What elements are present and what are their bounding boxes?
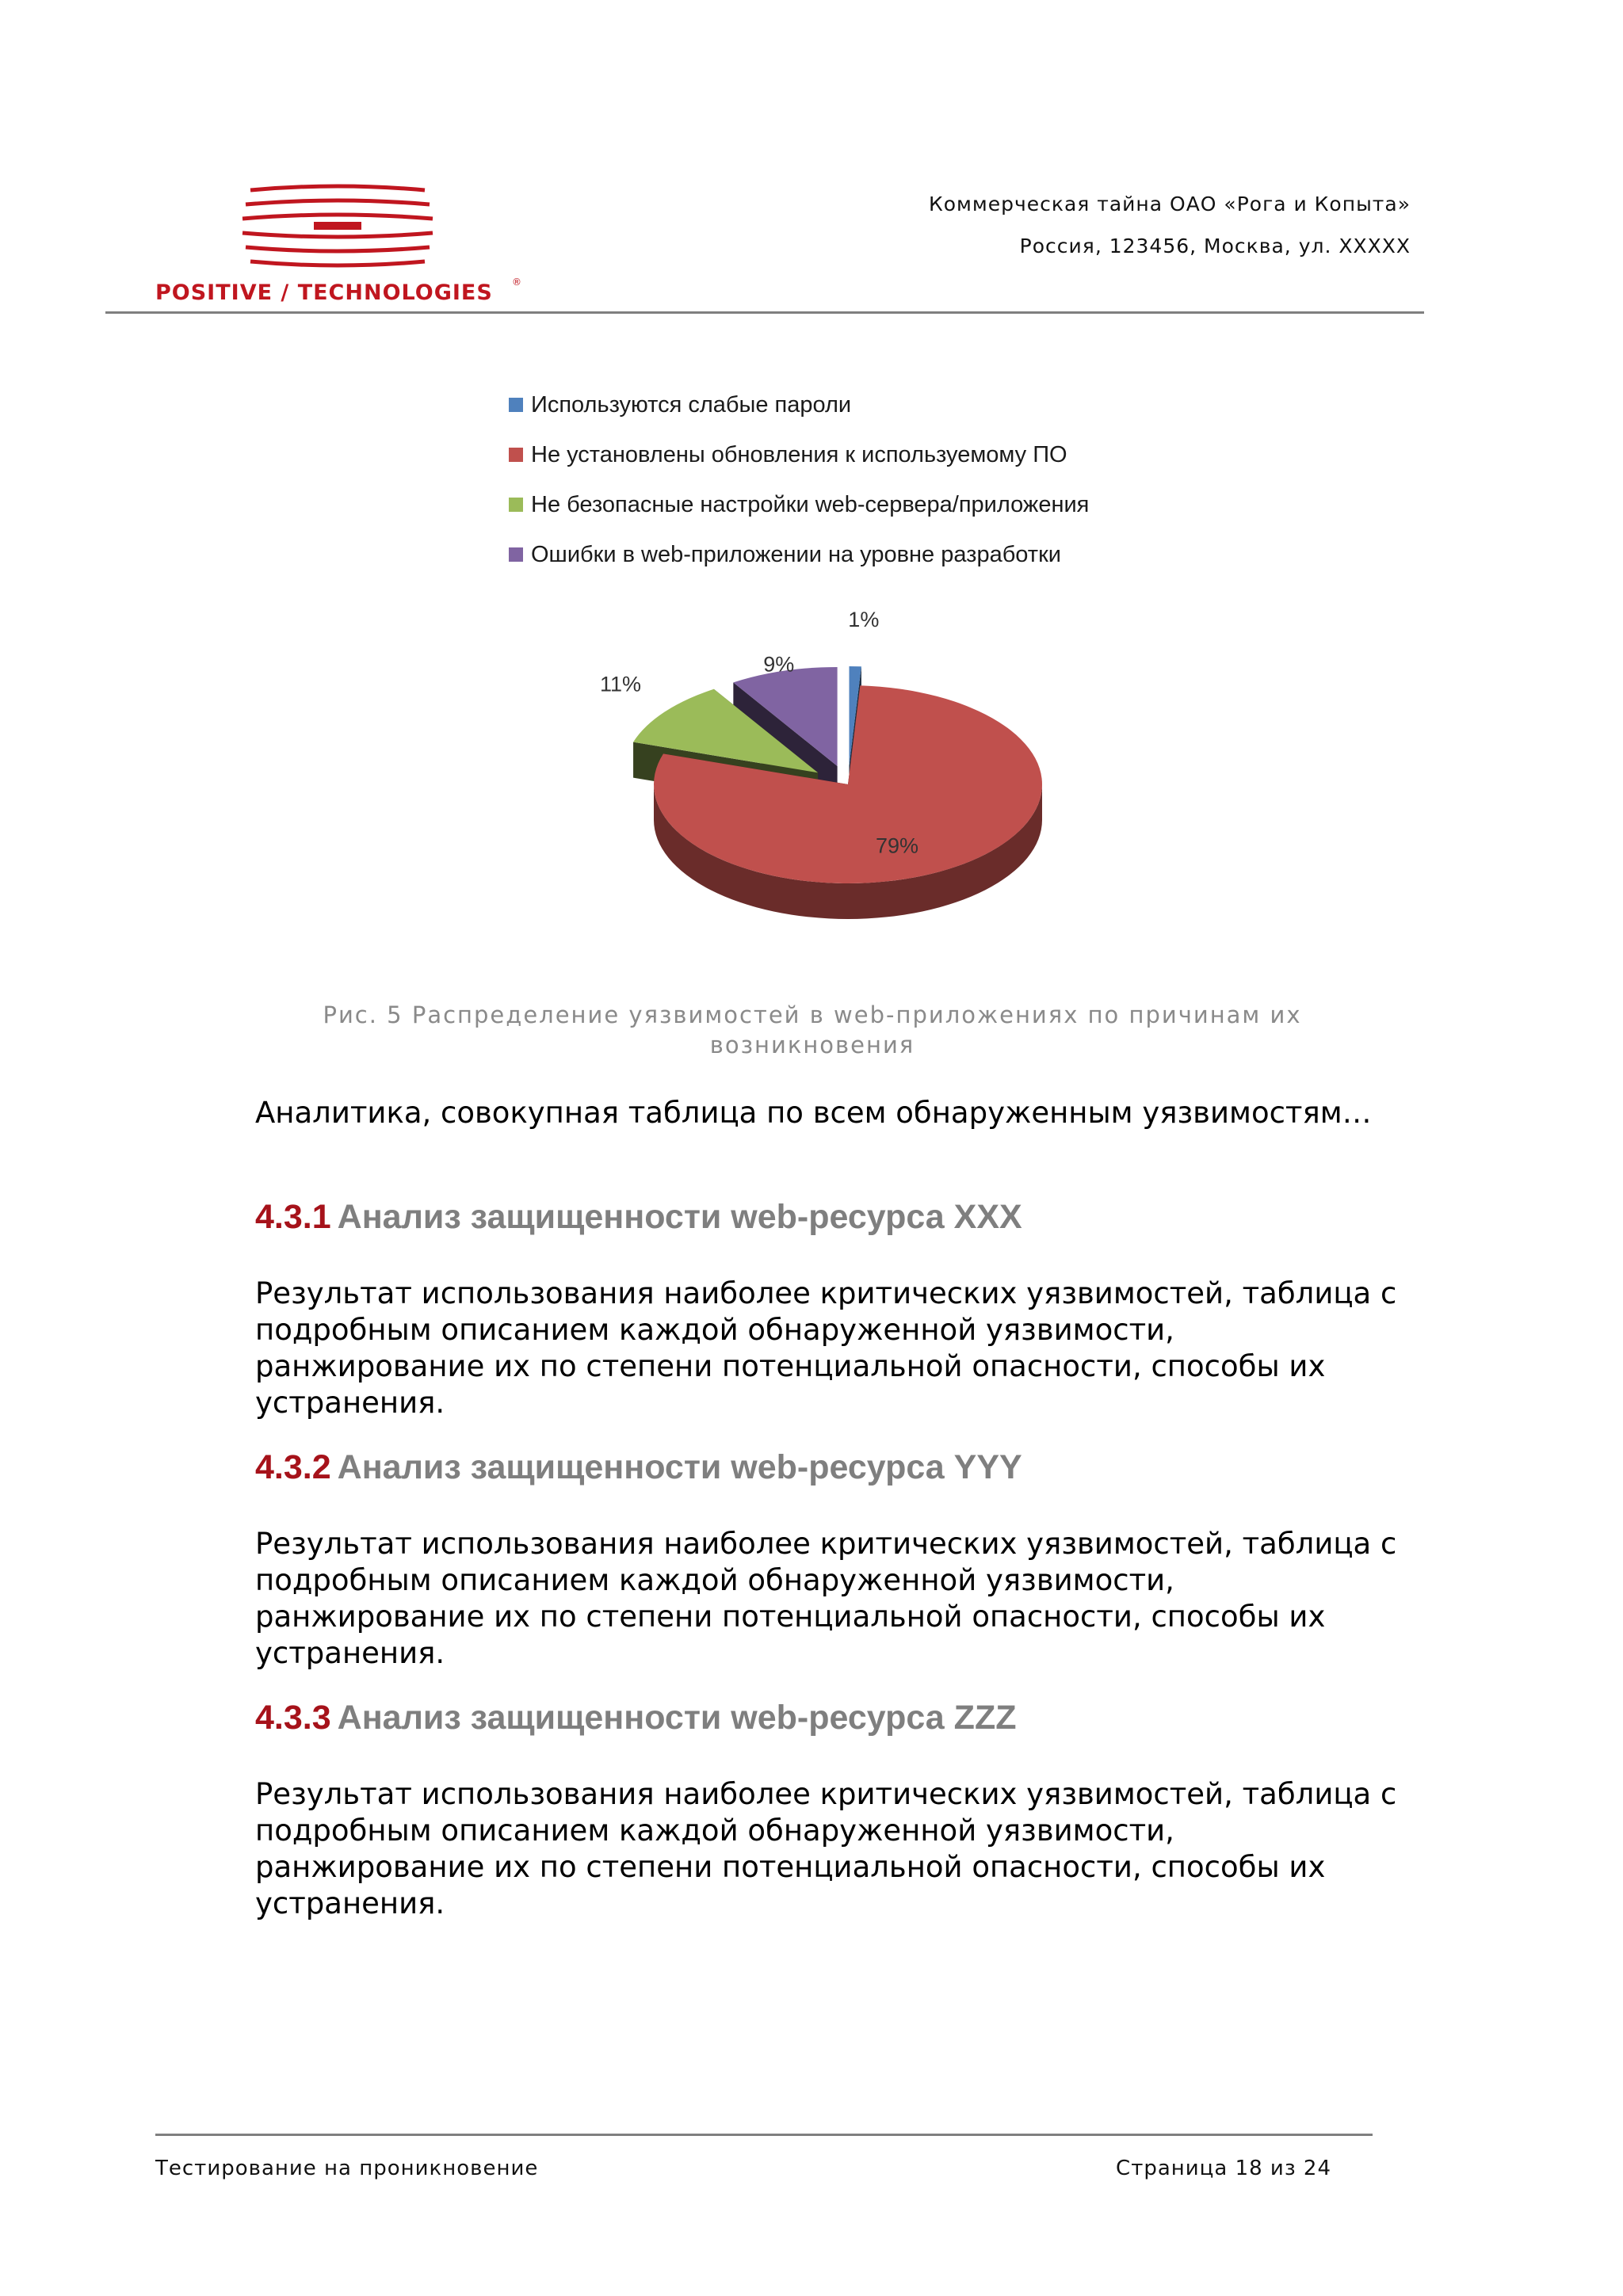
figure-caption: Рис. 5 Распределение уязвимостей в web-приложениях по причинам их возникновения	[323, 1001, 1302, 1058]
section-title: Анализ защищенности web-ресурса XXX	[337, 1198, 1022, 1236]
legend-swatch	[509, 448, 523, 462]
section-title: Анализ защищенности web-ресурса YYY	[337, 1448, 1022, 1486]
legend-swatch	[509, 547, 523, 562]
header-confidential-note: Коммерческая тайна ОАО «Рога и Копыта»	[928, 193, 1411, 215]
header-divider	[105, 311, 1424, 314]
legend-swatch	[509, 498, 523, 512]
section-text-4-3-3: Результат использования наиболее критических уязвимостей, таблица с подробным описанием каждой обнаруженной уязвимости, ранжирование их по степени потенциальной опасности, способы их устранения.	[255, 1777, 1397, 1920]
footer-document-title: Тестирование на проникновение	[155, 2157, 539, 2180]
legend-swatch	[509, 398, 523, 412]
section-text-4-3-2: Результат использования наиболее критических уязвимостей, таблица с подробным описанием каждой обнаруженной уязвимости, ранжирование их по степени потенциальной опасности, способы их устранения.	[255, 1527, 1397, 1670]
section-heading-4-3-3	[255, 1699, 1412, 1737]
section-title: Анализ защищенности web-ресурса ZZZ	[337, 1699, 1017, 1737]
legend-label: Не установлены обновления к используемому ПО	[531, 442, 1067, 467]
chart-legend	[509, 392, 1089, 567]
section-number: 4.3.3	[255, 1699, 331, 1737]
pie-percent-label: 11%	[599, 672, 642, 696]
footer-page-number: Страница 18 из 24	[1116, 2157, 1331, 2180]
svg-text:®: ®	[512, 277, 521, 288]
legend-label: Используются слабые пароли	[531, 392, 852, 418]
section-heading-4-3-1	[255, 1198, 1412, 1237]
vulnerability-pie-chart	[499, 372, 1173, 927]
pie-slices	[633, 666, 1042, 919]
header-address: Россия, 123456, Москва, ул. XXXXX	[1019, 235, 1411, 257]
legend-label: Не безопасные настройки web-сервера/приложения	[531, 492, 1090, 517]
analytics-intro: Аналитика, совокупная таблица по всем обнаруженным уязвимостям…	[255, 1096, 1372, 1130]
pie-percent-label: 79%	[875, 833, 918, 858]
pie-percent-label: 9%	[763, 652, 795, 677]
footer-divider	[155, 2134, 1373, 2136]
logo-wordmark: POSITIVE / TECHNOLOGIES	[155, 280, 493, 305]
company-logo	[155, 181, 520, 315]
section-text-4-3-1: Результат использования наиболее критических уязвимостей, таблица с подробным описанием каждой обнаруженной уязвимости, ранжирование их по степени потенциальной опасности, способы их устранения.	[255, 1276, 1397, 1420]
legend-label: Ошибки в web-приложении на уровне разработки	[531, 542, 1061, 567]
section-number: 4.3.1	[255, 1198, 331, 1236]
section-number: 4.3.2	[255, 1448, 331, 1486]
section-heading-4-3-2	[255, 1448, 1412, 1487]
pie-percent-label: 1%	[848, 608, 880, 632]
